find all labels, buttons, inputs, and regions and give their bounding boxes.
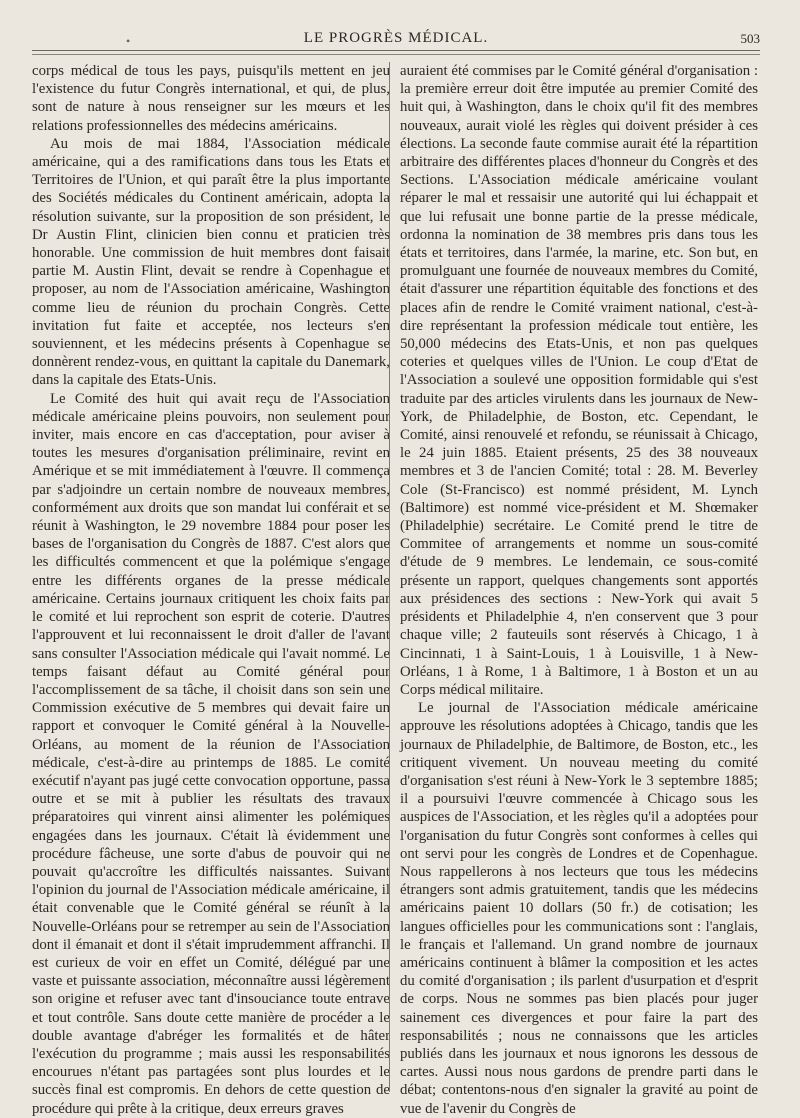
- paragraph: Le Comité des huit qui avait reçu de l'Association médicale américaine pleins pouvoirs, non seulement pour inviter, mais encore en cas d'acceptation, pour aviser à toutes les mesures d'organisation préliminaire, revint en Amérique et se mit immédiatement à l'œuvre. Il commença par s'adjoindre un certain nombre de nouveaux membres, conformément aux droits que son mandat lui conférait et se réunit à Washington, le 29 novembre 1884 pour poser les bases de l'organisation du Congrès de 1887. C'est alors que les difficultés commencent et que la polémique s'engage entre les différents organes de la presse médicale américaine. Certains journaux critiquent les choix faits par le comité et lui reprochent son esprit de coterie. D'autres l'approuvent et lui reconnaissent le droit d'aller de l'avant sans consulter l'Association médicale qui l'avait nommé. Le temps faisant défaut au Comité général pour l'accomplissement de sa tâche, il choisit dans son sein une Commission exécutive de 5 membres qui devait faire un rapport et convoquer le Comité général à la Nouvelle-Orléans, au moment de la réunion de l'Association médicale, c'est-à-dire au printemps de 1885. Le comité exécutif n'ayant pas jugé cette convocation opportune, passa outre et se mit à publier les résultats des travaux préparatoires qui vinrent ainsi alimenter les polémiques engagées dans les journaux. C'était là évidemment une procédure fâcheuse, une sorte d'abus de pouvoir qui ne pouvait qu'accroître les difficultés naissantes. Suivant l'opinion du journal de l'Association médicale américaine, il était convenable que le Comité général se réunît à la Nouvelle-Orléans pour se retremper au sein de l'Association dont il émanait et dont il s'était imprudemment affranchi. Il est curieux de voir en effet un Comité, délégué par une vaste et puissante association, méconnaître aussi légèrement son origine et refuser avec tant d'insouciance toute entrave et tout contrôle. Sans doute cette manière de procéder a le double avantage d'abréger les formalités et de hâter l'exécution du programme ; mais aussi les responsabilités encourues n'étant pas partagées sont plus lourdes et le succès final est compromis. En dehors de cette question de procédure qui prête à la critique, deux erreurs graves: [32, 390, 390, 1117]
- journal-title: LE PROGRÈS MÉDICAL.: [303, 30, 489, 46]
- left-column: [32, 62, 390, 1118]
- running-header: [32, 28, 760, 51]
- right-column: [400, 62, 758, 1118]
- paragraph: auraient été commises par le Comité général d'organisation : la première erreur doit être imputée au premier Comité des huit qui, à Washington, dans le choix qu'il fit des membres nouveaux, aurait violé les règles qui doivent présider à ces élections. La seconde faute commise aurait été la répartition arbitraire des différentes places d'honneur du Congrès et des Sections. L'Association médicale américaine voulant réparer le mal et ressaisir une autorité qui lui échappait et que lui refusait une bonne partie de la presse médicale, ordonna la nomination de 38 membres pris dans tous les états et territoires, dans l'armée, la marine, etc. Son but, en promulguant une fournée de nouveaux membres du Comité, était d'assurer une répartition équitable des fonctions et des places afin de rendre le Comité vraiment national, c'est-à-dire représentant la profession médicale tout entière, les 50,000 médecins des Etats-Unis, et non pas quelques coteries et quelques villes de l'Union. Le coup d'Etat de l'Association a soulevé une opposition formidable qui s'est traduite par des articles virulents dans les journaux de New-York, de Philadelphie, de Boston, etc. Cependant, le Comité, ainsi renouvelé et refondu, se réunissait à Chicago, le 24 juin 1885. Etaient présents, 25 des 38 nouveaux membres et 3 de l'ancien Comité; total : 28. M. Beverley Cole (St-Francisco) est nommé président, M. Lynch (Baltimore) est nommé vice-président et M. Shœmaker (Philadelphie) secrétaire. Le Comité prend le titre de Commitee of arrangements et nomme un sous-comité d'étude de 9 membres. Le lendemain, ce sous-comité présente un rapport, quelques changements sont apportés aux présidences des sections : New-York qui avait 5 présidents et Philadelphie 4, n'en conservent que 3 pour chaque ville; 2 fauteuils sont réservés à Chicago, 1 à Cincinnati, 1 à Saint-Louis, 1 à Louisville, 1 à New-Orléans, 1 à Rome, 1 à Baltimore, 1 à Boston et un au Corps médical militaire.: [400, 63, 758, 698]
- paragraph: Le journal de l'Association médicale américaine approuve les résolutions adoptées à Chicago, tandis que les journaux de Philadelphie, de Baltimore, de Boston, etc., les critiquent vivement. Un nouveau meeting du comité d'organisation s'est réuni à New-York le 3 septembre 1885; il a poursuivi l'œuvre commencée à Chicago sous les auspices de l'Association, et les règles qu'il a adoptées pour l'organisation du futur Congrès sont conformes à celles qui ont servi pour les congrès de Londres et de Copenhague. Nous rappellerons à nos lecteurs que tous les médecins étrangers sont admis gratuitement, tandis que les médecins américains paient 10 dollars (50 fr.) de cotisation; les langues officielles pour les communications sont : l'anglais, le français et l'allemand. Un grand nombre de journaux américains continuent à blâmer la composition et les actes du comité d'organisation ; ils parlent d'usurpation et d'esprit de corps. Nous ne sommes pas bien placés pour juger sainement ces divergences et pour faire la part des responsabilités ; nous ne connaissons que les articles publiés dans les journaux et nous ignorons les dessous de cartes. Aussi nous nous gardons de prendre parti dans le débat; contentons-nous d'en signaler la gravité au point de vue de l'avenir du Congrès de: [400, 700, 758, 1117]
- header-rule: [32, 54, 760, 55]
- page-number: 503: [740, 31, 760, 46]
- paragraph: Au mois de mai 1884, l'Association médicale américaine, qui a des ramifications dans tous les Etats et Territoires de l'Union, et qui paraît être la plus importante des Sociétés médicales du Continent américain, adopta la résolution suivante, sur la proposition de son président, le Dr Austin Flint, clinicien bien connu et praticien très honorable. Une commission de huit membres dont faisait partie M. Austin Flint, devait se rendre à Copenhague et proposer, au nom de l'Association américaine, Washington comme lieu de réunion du prochain Congrès. Cette invitation fut faite et acceptée, nos lecteurs s'en souviennent, et les médecins présents à Copenhague se donnèrent rendez-vous, en quittant la capitale du Danemark, dans la capitale des Etats-Unis.: [32, 135, 390, 389]
- paragraph: corps médical de tous les pays, puisqu'ils mettent en jeu l'existence du futur Congrès international, et qui, de plus, sont de nature à nous renseigner sur les mœurs et les relations professionnelles des médecins américains.: [32, 63, 390, 134]
- column-divider: [389, 62, 390, 1092]
- header-ornament: •: [126, 34, 131, 48]
